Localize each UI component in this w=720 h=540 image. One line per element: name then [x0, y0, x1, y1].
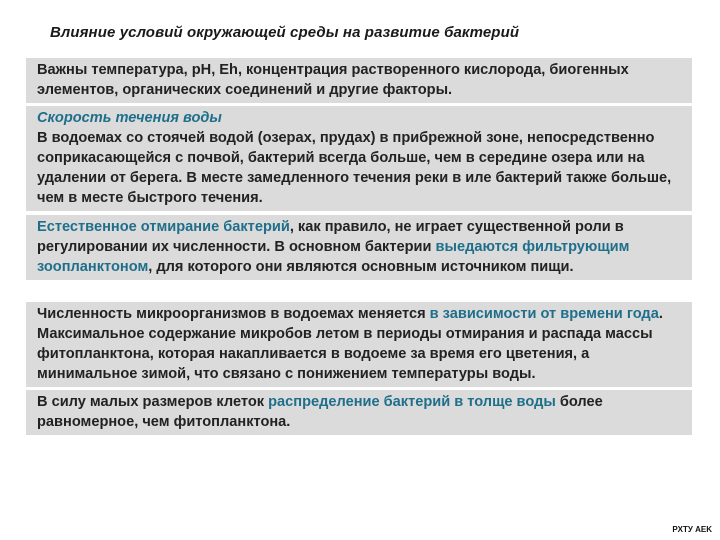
seasonal-text-1: Численность микроорганизмов в водоемах меняется [37, 306, 430, 322]
text-block-natural-death [26, 215, 692, 280]
distribution-text-1: В силу малых размеров клеток [37, 394, 269, 410]
water-flow-text: В водоемах со стоячей водой (озерах, прудах) в прибрежной зоне, непосредственно соприкасающейся с почвой, бактерий всегда больше, чем в середине озера или на удалении от берега. В месте замедленного течения реки в иле бактерий также больше, чем в месте быстрого течения. [37, 130, 672, 206]
natural-death-text-1: , как правило, не играет существенной роли в регулировании их численности. В основном бактерии [37, 219, 624, 255]
distribution-text-2: более равномерное, чем фитопланктона. [37, 394, 603, 430]
footer-label: PXTУ AEK [672, 525, 712, 534]
text-block-seasonal [26, 302, 692, 387]
text-block-factors [26, 58, 692, 103]
distribution-highlight: распределение бактерий в толще воды [268, 394, 556, 410]
zooplankton-highlight: выедаются фильтрующим зоопланктоном [37, 239, 630, 275]
seasonal-highlight: в зависимости от времени года [429, 306, 659, 322]
page-title: Влияние условий окружающей среды на развитие бактерий [50, 24, 520, 41]
factors-text: Важны температура, pH, Eh, концентрация растворенного кислорода, биогенных элементов, органических соединений и другие факторы. [37, 62, 629, 98]
text-block-water-flow [26, 106, 692, 211]
water-flow-heading: Скорость течения воды [37, 110, 222, 126]
natural-death-highlight: Естественное отмирание бактерий [37, 219, 290, 235]
natural-death-text-2: , для которого они являются основным источником пищи. [148, 259, 574, 275]
seasonal-text-2: . Максимальное содержание микробов летом в периоды отмирания и распада массы фитопланктона, которая накапливается в водоеме за время его цветения, а минимальное зимой, что связано с понижением температуры воды. [37, 306, 663, 382]
text-block-distribution [26, 390, 692, 435]
